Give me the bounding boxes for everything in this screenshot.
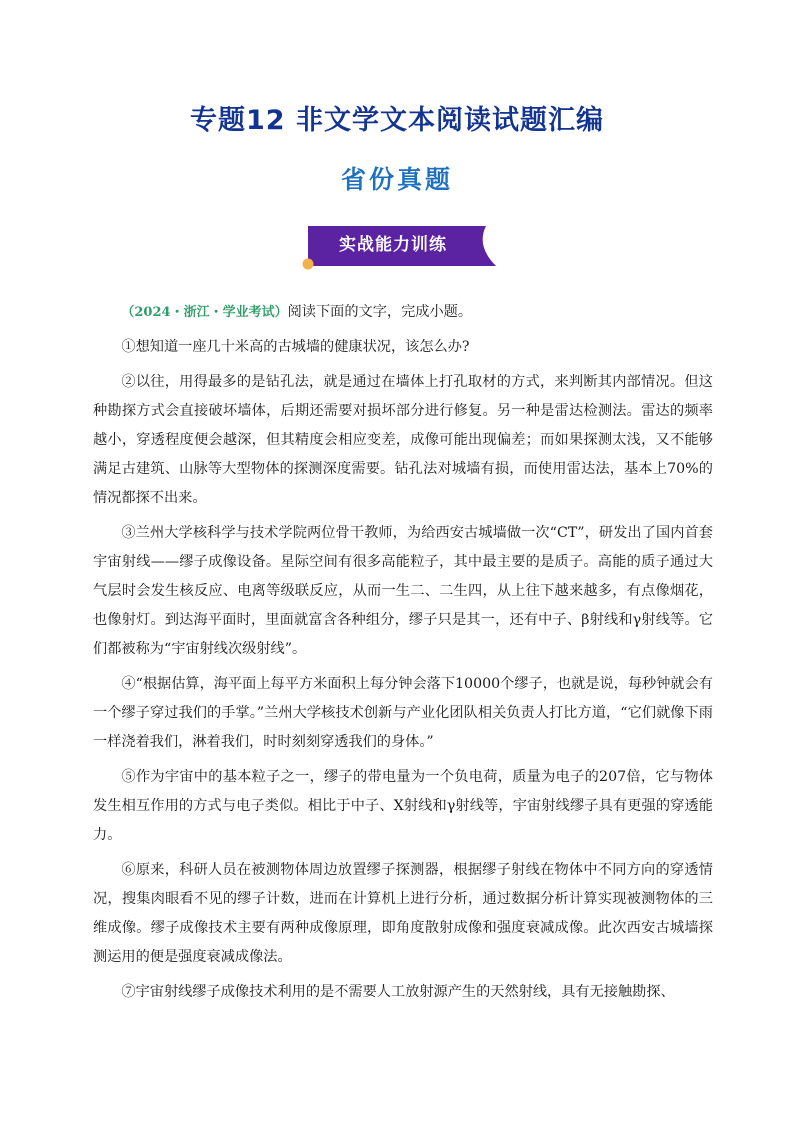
question-intro <box>93 298 713 327</box>
badge-label: 实战能力训练 <box>339 235 447 255</box>
question-prompt: 阅读下面的文字，完成小题。 <box>287 304 473 320</box>
paragraph-6: ⑥原来，科研人员在被测物体周边放置缪子探测器，根据缪子射线在物体中不同方向的穿透情况，搜集肉眼看不见的缪子计数，进而在计算机上进行分析，通过数据分析计算实现被测物体的三维成像。缪子成像技术主要有两种成像原理，即角度散射成像和强度衰减成像。此次西安古城墙探测运用的便是强度衰减成像法。 <box>93 862 713 965</box>
paragraph-5: ⑤作为宇宙中的基本粒子之一，缪子的带电量为一个负电荷，质量为电子的207倍，它与物体发生相互作用的方式与电子类似。相比于中子、X射线和γ射线等，宇宙射线缪子具有更强的穿透能力。 <box>93 769 713 843</box>
paragraph-7: ⑦宇宙射线缪子成像技术利用的是不需要人工放射源产生的天然射线，具有无接触勘探、 <box>121 984 675 1000</box>
article-body <box>93 298 713 1013</box>
paragraph-3: ③兰州大学核科学与技术学院两位骨干教师，为给西安古城墙做一次“CT”，研发出了国内首套宇宙射线——缪子成像设备。星际空间有很多高能粒子，其中最主要的是质子。高能的质子通过大气层时会发生核反应、电离等级联反应，从而一生二、二生四，从上往下越来越多，有点像烟花，也像射灯。到达海平面时，里面就富含各种组分，缪子只是其一，还有中子、β射线和γ射线等。它们都被称为“宇宙射线次级射线”。 <box>93 525 713 657</box>
page-subtitle: 省份真题 <box>340 165 453 194</box>
paragraph-1: ①想知道一座几十米高的古城墙的健康状况，该怎么办? <box>121 339 470 355</box>
page-title: 专题12 非文学文本阅读试题汇编 <box>190 105 604 136</box>
section-badge <box>300 226 500 270</box>
question-source: （2024・浙江・学业考试） <box>121 305 288 320</box>
paragraph-4: ④“根据估算，海平面上每平方米面积上每分钟会落下10000个缪子，也就是说，每秒钟就会有一个缪子穿过我们的手掌。”兰州大学核技术创新与产业化团队相关负责人打比方道，“它们就像下雨一样浇着我们，淋着我们，时时刻刻穿透我们的身体。” <box>93 676 713 750</box>
paragraph-2: ②以往，用得最多的是钻孔法，就是通过在墙体上打孔取材的方式，来判断其内部情况。但这种勘探方式会直接破坏墙体，后期还需要对损坏部分进行修复。另一种是雷达检测法。雷达的频率越小，穿透程度便会越深，但其精度会相应变差，成像可能出现偏差；而如果探测太浅，又不能够满足古建筑、山脉等大型物体的探测深度需要。钻孔法对城墙有损，而使用雷达法，基本上70%的情况都探不出来。 <box>93 374 713 506</box>
